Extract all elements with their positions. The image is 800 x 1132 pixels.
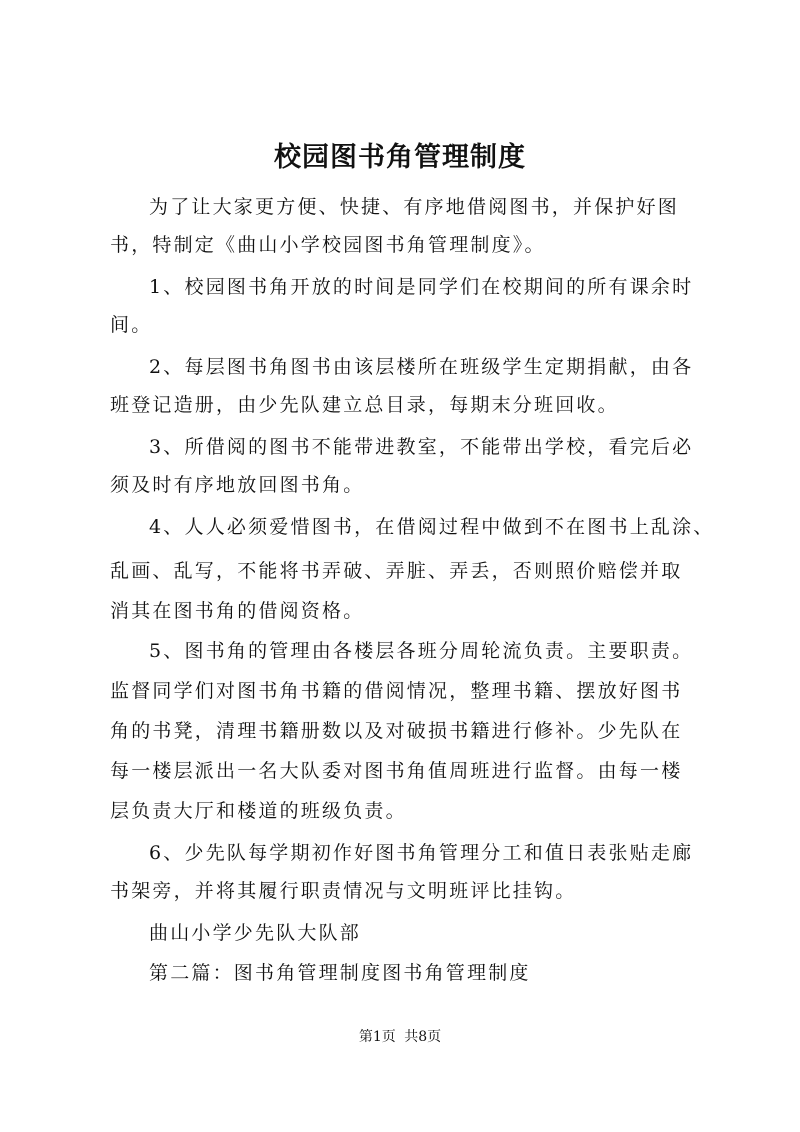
paragraph-line: 4、人人必须爱惜图书，在借阅过程中做到不在图书上乱涂、 <box>149 516 715 538</box>
page-title: 校园图书角管理制度 <box>274 142 526 173</box>
paragraph-line: 3、所借阅的图书不能带进教室，不能带出学校，看完后必 <box>149 436 694 458</box>
paragraph-line: 每一楼层派出一名大队委对图书角值周班进行监督。由每一楼 <box>110 760 683 782</box>
paragraph-line: 1、校园图书角开放的时间是同学们在校期间的所有课余时 <box>149 276 694 298</box>
paragraph-line: 乱画、乱写，不能将书弄破、弄脏、弄丢，否则照价赔偿并取 <box>110 560 683 582</box>
page-total: 共8页 <box>404 1029 442 1045</box>
signature-line: 曲山小学少先队大队部 <box>149 922 362 944</box>
paragraph-line: 书架旁，并将其履行职责情况与文明班评比挂钩。 <box>110 880 577 902</box>
paragraph-line: 间。 <box>110 314 153 336</box>
paragraph-line: 须及时有序地放回图书角。 <box>110 474 365 496</box>
paragraph-line: 书，特制定《曲山小学校园图书角管理制度》。 <box>110 234 546 256</box>
page-number: 第1页 <box>358 1029 396 1045</box>
paragraph-line: 班登记造册，由少先队建立总目录，每期末分班回收。 <box>110 394 619 416</box>
paragraph-line: 为了让大家更方便、快捷、有序地借阅图书，并保护好图 <box>149 196 680 218</box>
paragraph-line: 2、每层图书角图书由该层楼所在班级学生定期捐献，由各 <box>149 356 694 378</box>
section-heading: 第二篇：图书角管理制度图书角管理制度 <box>149 962 531 984</box>
page-footer <box>0 1027 800 1047</box>
paragraph-line: 5、图书角的管理由各楼层各班分周轮流负责。主要职责。 <box>149 640 694 662</box>
paragraph-line: 消其在图书角的借阅资格。 <box>110 600 365 622</box>
paragraph-line: 6、少先队每学期初作好图书角管理分工和值日表张贴走廊 <box>149 842 694 864</box>
paragraph-line: 角的书凳，清理书籍册数以及对破损书籍进行修补。少先队在 <box>110 720 683 742</box>
paragraph-line: 监督同学们对图书角书籍的借阅情况，整理书籍、摆放好图书 <box>110 680 683 702</box>
paragraph-line: 层负责大厅和楼道的班级负责。 <box>110 800 407 822</box>
